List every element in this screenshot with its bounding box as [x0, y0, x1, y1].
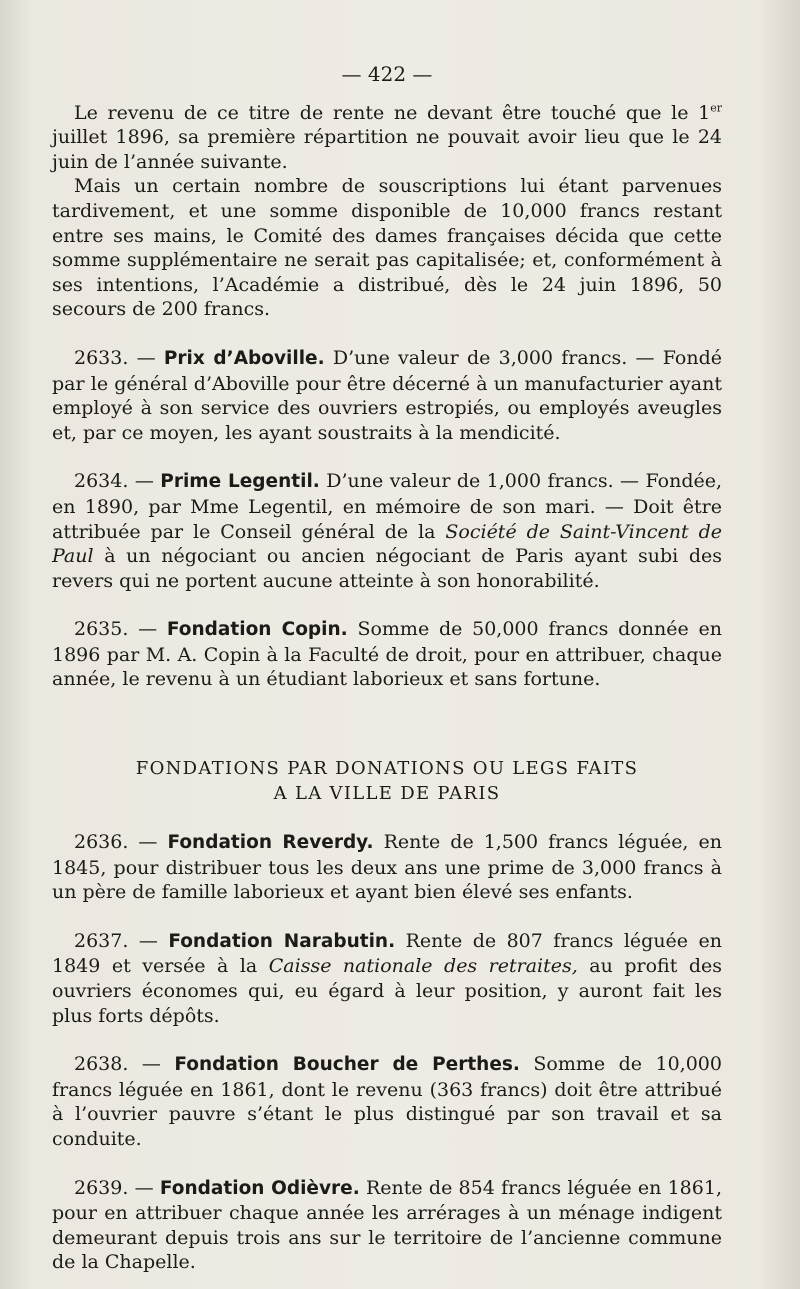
entry-number: 2638. —	[74, 1053, 175, 1076]
entry-number: 2637. —	[74, 929, 169, 952]
entry-2635	[52, 617, 722, 692]
entry-number: 2634. —	[74, 470, 161, 493]
entry-number: 2635. —	[74, 618, 167, 641]
entry-title: Prime Legentil.	[160, 471, 320, 493]
entry-2638	[52, 1052, 722, 1151]
page-content	[52, 62, 722, 1275]
entry-italic-text: Caisse nationale des retraites,	[268, 955, 578, 978]
entry-number: 2636. —	[74, 831, 168, 854]
entry-italic-text: Société de Saint-Vincent de Paul	[52, 520, 722, 568]
entry-title: Fondation Narabutin.	[168, 930, 396, 952]
entry-text: D’une valeur de 3,000 francs. — Fondé par le général d’Aboville pour être décerné à un manufacturier ayant employé à son service des ouvriers estropiés, ou employés aveugles et, par ce moyen, les ayant soustraits à la mendicité.	[52, 346, 722, 444]
entry-title: Fondation Copin.	[166, 619, 348, 641]
entry-number: 2639. —	[74, 1176, 160, 1199]
intro-paragraph-2: Mais un certain nombre de souscriptions lui étant parvenues tardivement, et une somme disponible de 10,000 francs restant entre ses mains, le Comité des dames françaises décida que cette somme supplémentaire ne serait pas capitalisée; et, conformément à ses intentions, l’Académie a distribué, dès le 24 juin 1896, 50 secours de 200 francs.	[52, 175, 722, 321]
entry-text: Rente de 807 francs léguée en 1849 et versée à la	[52, 929, 722, 978]
section-heading-line-1: FONDATIONS PAR DONATIONS OU LEGS FAITS	[135, 758, 639, 780]
entry-2637	[52, 929, 722, 1028]
entry-text: D’une valeur de 1,000 francs. — Fondée, en 1890, par Mme Legentil, en mémoire de son mari. — Doit être attribuée par le Conseil général de la	[52, 470, 723, 543]
page-number: — 422 —	[341, 62, 433, 86]
entry-text: Somme de 50,000 francs donnée en 1896 par M. A. Copin à la Faculté de droit, pour en attribuer, chaque année, le revenu à un étudiant laborieux et sans fortune.	[52, 618, 722, 691]
entry-text: Somme de 10,000 francs léguée en 1861, dont le revenu (363 francs) doit être attribué à l’ouvrier pauvre s’étant le plus distingué par son travail et sa conduite.	[52, 1053, 722, 1150]
entry-title: Fondation Reverdy.	[167, 832, 374, 854]
entry-text: au profit des ouvriers économes qui, eu égard à leur position, y auront fait les plus forts dépôts.	[52, 955, 722, 1027]
entry-title: Prix d’Aboville.	[163, 347, 325, 369]
intro-paragraph-1: Le revenu de ce titre de rente ne devant être touché que le 1er juillet 1896, sa première répartition ne pouvait avoir lieu que le 24 juin de l’année suivante.	[52, 101, 722, 173]
entry-2634	[52, 469, 722, 593]
entry-2636	[52, 830, 722, 905]
entry-2639	[52, 1176, 722, 1275]
entry-title: Fondation Odièvre.	[159, 1177, 360, 1199]
section-heading	[52, 756, 722, 806]
entry-2633	[52, 346, 722, 445]
entry-title: Fondation Boucher de Perthes.	[174, 1054, 520, 1076]
entry-text: Rente de 1,500 francs léguée, en 1845, pour distribuer tous les deux ans une prime de 3,000 francs à un père de famille laborieux et ayant bien élevé ses enfants.	[52, 831, 722, 904]
entry-text: à un négociant ou ancien négociant de Paris ayant subi des revers qui ne portent aucune atteinte à son honorabilité.	[52, 545, 722, 592]
section-heading-line-2: A LA VILLE DE PARIS	[273, 783, 501, 805]
entry-number: 2633. —	[74, 346, 164, 369]
entry-text: Rente de 854 francs léguée en 1861, pour en attribuer chaque année les arrérages à un ménage indigent demeurant depuis trois ans sur le territoire de l’ancienne commune de la Chapelle.	[52, 1176, 722, 1274]
